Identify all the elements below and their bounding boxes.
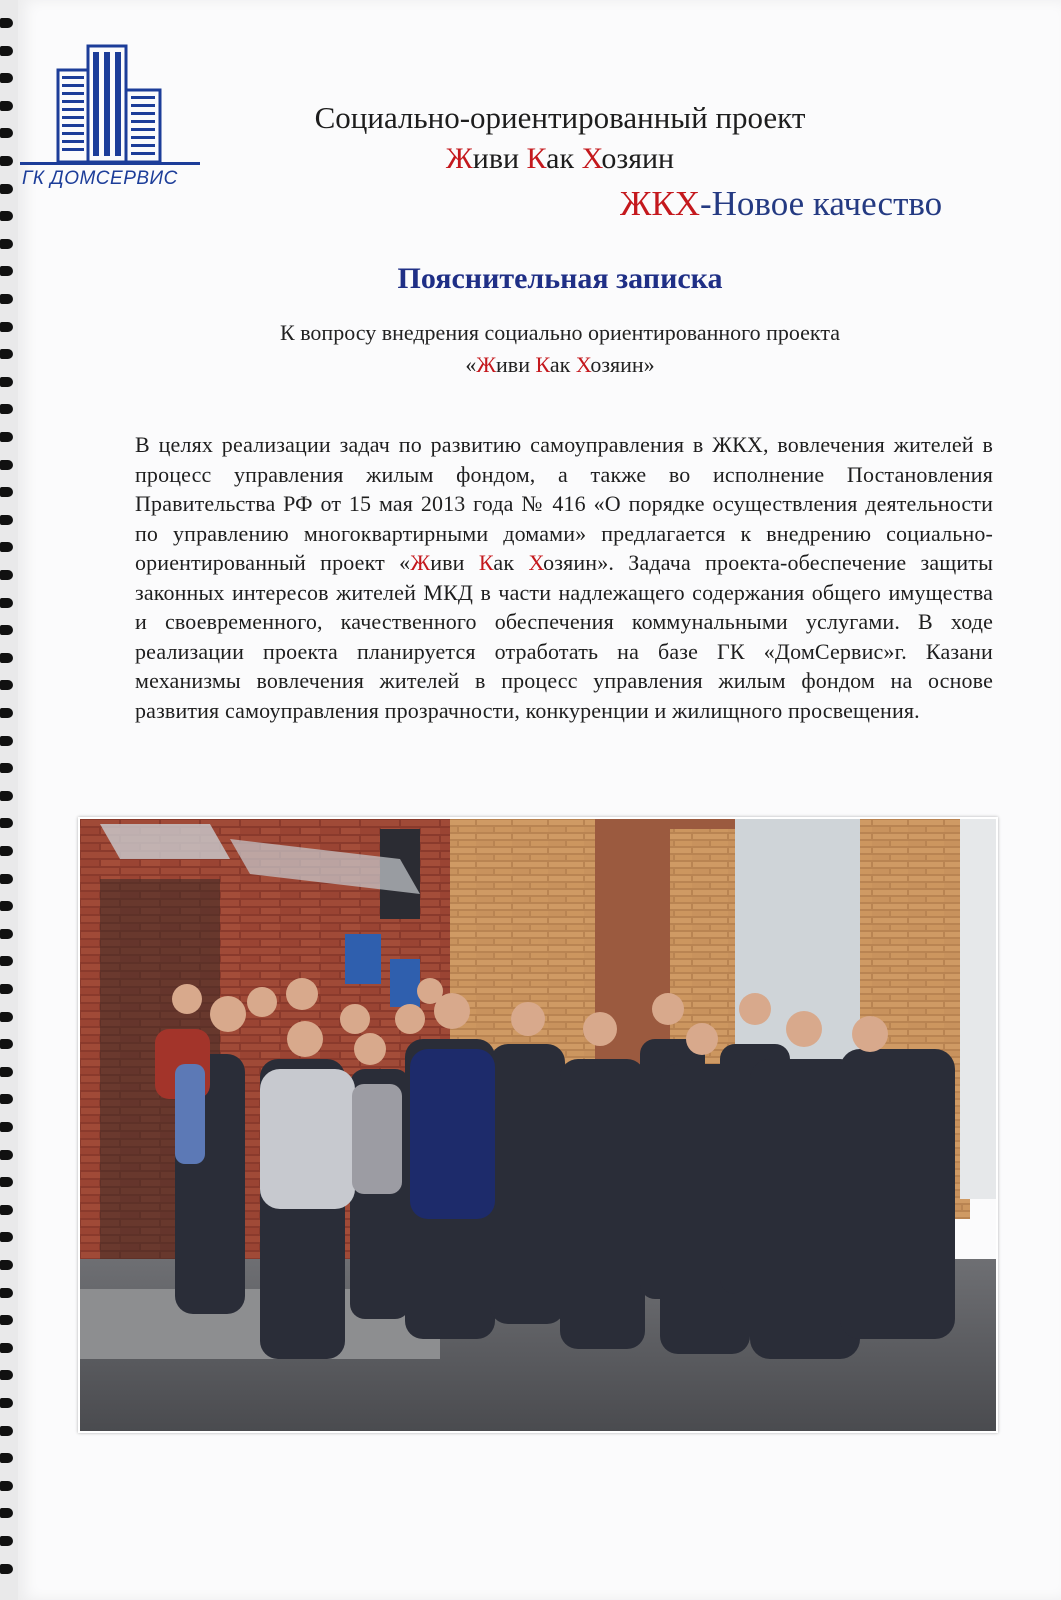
body-part: озяин». Задача проекта-обеспечение защиты законных интересов жителей МКД в части надлежащего содержания общего имущества и своевременного, качественного обеспечения коммунальными услугами. В ходе реализации проекта планируется отработать на базе ГК «ДомСервис»г. Казани механизмы вовлечения жителей в процесс управления жилым фондом на основе развития самоуправления прозрачности, конкуренции и жилищного просвещения. xyxy=(135,550,993,723)
binding-ring xyxy=(0,184,13,194)
binding-ring xyxy=(0,1067,13,1077)
binding-ring xyxy=(0,515,13,525)
initial-kh: Х xyxy=(575,352,591,377)
binding-ring xyxy=(0,266,13,276)
project-name-title xyxy=(100,142,1020,176)
binding-ring xyxy=(0,460,13,470)
binding-ring xyxy=(0,239,13,249)
binding-ring xyxy=(0,680,13,690)
binding-ring xyxy=(0,1453,13,1463)
binding-ring xyxy=(0,570,13,580)
slogan-red: ЖКХ xyxy=(620,184,700,223)
word-rest: озяин xyxy=(601,142,675,175)
binding-ring xyxy=(0,1508,13,1518)
binding-ring xyxy=(0,956,13,966)
binding-ring xyxy=(0,322,13,332)
binding-ring xyxy=(0,1426,13,1436)
binding-ring xyxy=(0,1150,13,1160)
binding-ring xyxy=(0,598,13,608)
body-paragraph xyxy=(135,430,993,725)
binding-ring xyxy=(0,1260,13,1270)
binding-ring xyxy=(0,625,13,635)
word-rest: ак xyxy=(549,352,576,377)
binding-ring xyxy=(0,1564,13,1574)
initial-zh: Ж xyxy=(445,142,473,175)
binding-ring xyxy=(0,818,13,828)
binding-ring xyxy=(0,1481,13,1491)
binding-ring xyxy=(0,1398,13,1408)
binding-ring xyxy=(0,791,13,801)
binding-ring xyxy=(0,1232,13,1242)
word-rest: озяин» xyxy=(590,352,655,377)
body-part: В целях реализации задач по развитию самоуправления в ЖКХ, вовлечения жителей в процесс управления жилым фондом, а также во исполнение Постановления Правительства РФ от 15 мая 2013 года № 416 «О порядке осуществления деятельности по управлению многоквартирными домами» предлагается к внедрению социально-ориентированный проект « xyxy=(135,432,993,575)
initial-zh: Ж xyxy=(410,550,431,575)
quote-open: « xyxy=(465,352,477,377)
binding-ring xyxy=(0,487,13,497)
initial-k: К xyxy=(526,142,547,175)
binding-ring xyxy=(0,1012,13,1022)
binding-ring xyxy=(0,653,13,663)
initial-k: К xyxy=(535,352,550,377)
binding-ring xyxy=(0,349,13,359)
binding-ring xyxy=(0,1177,13,1187)
binding-ring xyxy=(0,1370,13,1380)
binding-ring xyxy=(0,1205,13,1215)
word-rest: иви xyxy=(496,352,536,377)
word-rest: ак xyxy=(546,142,582,175)
binding-ring xyxy=(0,1315,13,1325)
group-photo-image xyxy=(80,819,996,1431)
binding-ring xyxy=(0,73,13,83)
logo-company-name: ГК ДОМСЕРВИС xyxy=(22,168,178,189)
binding-ring xyxy=(0,736,13,746)
binding-ring xyxy=(0,294,13,304)
word-rest: иви xyxy=(472,142,527,175)
binding-ring xyxy=(0,211,13,221)
binding-ring xyxy=(0,763,13,773)
document-title: Пояснительная записка xyxy=(397,262,723,295)
initial-kh: Х xyxy=(581,142,602,175)
slogan-rest: -Новое качество xyxy=(699,184,943,223)
binding-ring xyxy=(0,128,13,138)
initial-kh: Х xyxy=(528,550,544,575)
binding-ring xyxy=(0,874,13,884)
binding-ring xyxy=(0,901,13,911)
group-photo xyxy=(78,817,998,1433)
binding-ring xyxy=(0,929,13,939)
binding-ring xyxy=(0,542,13,552)
binding-ring xyxy=(0,18,13,28)
binding-ring xyxy=(0,1039,13,1049)
binding-ring xyxy=(0,1536,13,1546)
binding-ring xyxy=(0,1343,13,1353)
binding-ring xyxy=(0,1094,13,1104)
binding-ring xyxy=(0,432,13,442)
binding-ring xyxy=(0,984,13,994)
document-subtitle: К вопросу внедрения социально ориентированного проекта xyxy=(280,320,840,345)
binding-ring xyxy=(0,846,13,856)
binding-ring xyxy=(0,377,13,387)
initial-zh: Ж xyxy=(476,352,497,377)
slogan-title xyxy=(620,184,942,224)
binding-ring xyxy=(0,101,13,111)
binding-ring xyxy=(0,1122,13,1132)
binding-ring xyxy=(0,156,13,166)
body-part: ак xyxy=(493,550,529,575)
body-part: иви xyxy=(430,550,479,575)
project-quote xyxy=(100,352,1020,378)
binding-ring xyxy=(0,46,13,56)
initial-k: К xyxy=(478,550,494,575)
binding-ring xyxy=(0,708,13,718)
binding-ring xyxy=(0,1288,13,1298)
project-type-title: Социально-ориентированный проект xyxy=(314,100,806,135)
binding-ring xyxy=(0,404,13,414)
